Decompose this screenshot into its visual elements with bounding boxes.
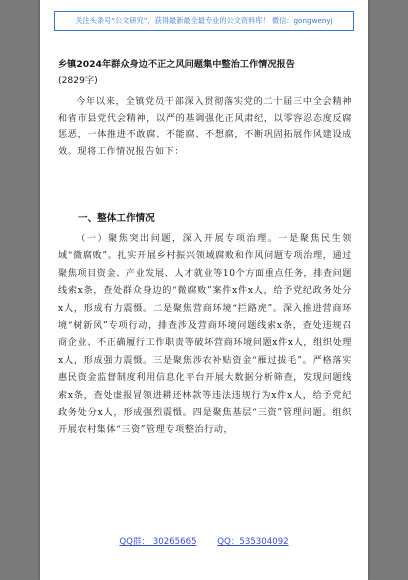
section-body: [58, 231, 352, 440]
document-title: [58, 57, 358, 89]
qq-link[interactable]: QQ：535304092: [217, 537, 289, 547]
qq-group-link[interactable]: QQ群： 30265665: [119, 537, 197, 547]
page-footer: [40, 535, 368, 547]
section-heading: 一、整体工作情况: [78, 213, 155, 224]
word-count: (2829字): [58, 75, 98, 86]
section-paragraph: （一）聚焦突出问题，深入开展专项治理。一是聚焦民生领域“微腐败”。扎实开展乡村振兴领域腐败和作风问题专项治理，通过聚焦项目资金、产业发展、人才就业等10个方面重点任务，排查问题线索x条，查处群众身边的“微腐败”案件x件x人，给予党纪政务处分x人，形成有力震慑。二是聚焦营商环境“拦路虎”。深入推进营商环境“树新风”专项行动，排查涉及营商环境问题线索x条，查处违规召商企业、不正确履行工作职责等破坏营商环境问题x件x人，组织处理x人，形成强力震慑。三是聚焦涉农补贴资金“雁过拔毛”。严格落实惠民资金监督制度利用信息化平台开展大数据分析筛查，发现问题线索x条，查处虚报冒领进耕还林款等违法违规行为x件x人，给予党纪政务处分x人，形成强烈震慑。四是聚焦基层“三资”管理问题。组织开展农村集体“三资”管理专项整治行动，: [58, 234, 352, 436]
document-page: [40, 0, 368, 580]
promo-banner[interactable]: 关注头条号“公文研究”，获得最新最全最专业的公文资料库！ 微信：gongwenyj: [54, 11, 354, 31]
intro-section: [58, 94, 352, 160]
title-text: 乡镇2024年群众身边不正之风问题集中整治工作情况报告: [58, 59, 295, 70]
intro-paragraph: 今年以来，全镇党员干部深入贯彻落实党的二十届三中全会精神和省市县党代会精神，以严的基调强化正风肃纪，以零容忍态度反腐惩恶，一体推进不敢腐、不能腐、不想腐，不断巩固拓展作风建设成效。现将工作情况报告如下：: [58, 97, 352, 157]
